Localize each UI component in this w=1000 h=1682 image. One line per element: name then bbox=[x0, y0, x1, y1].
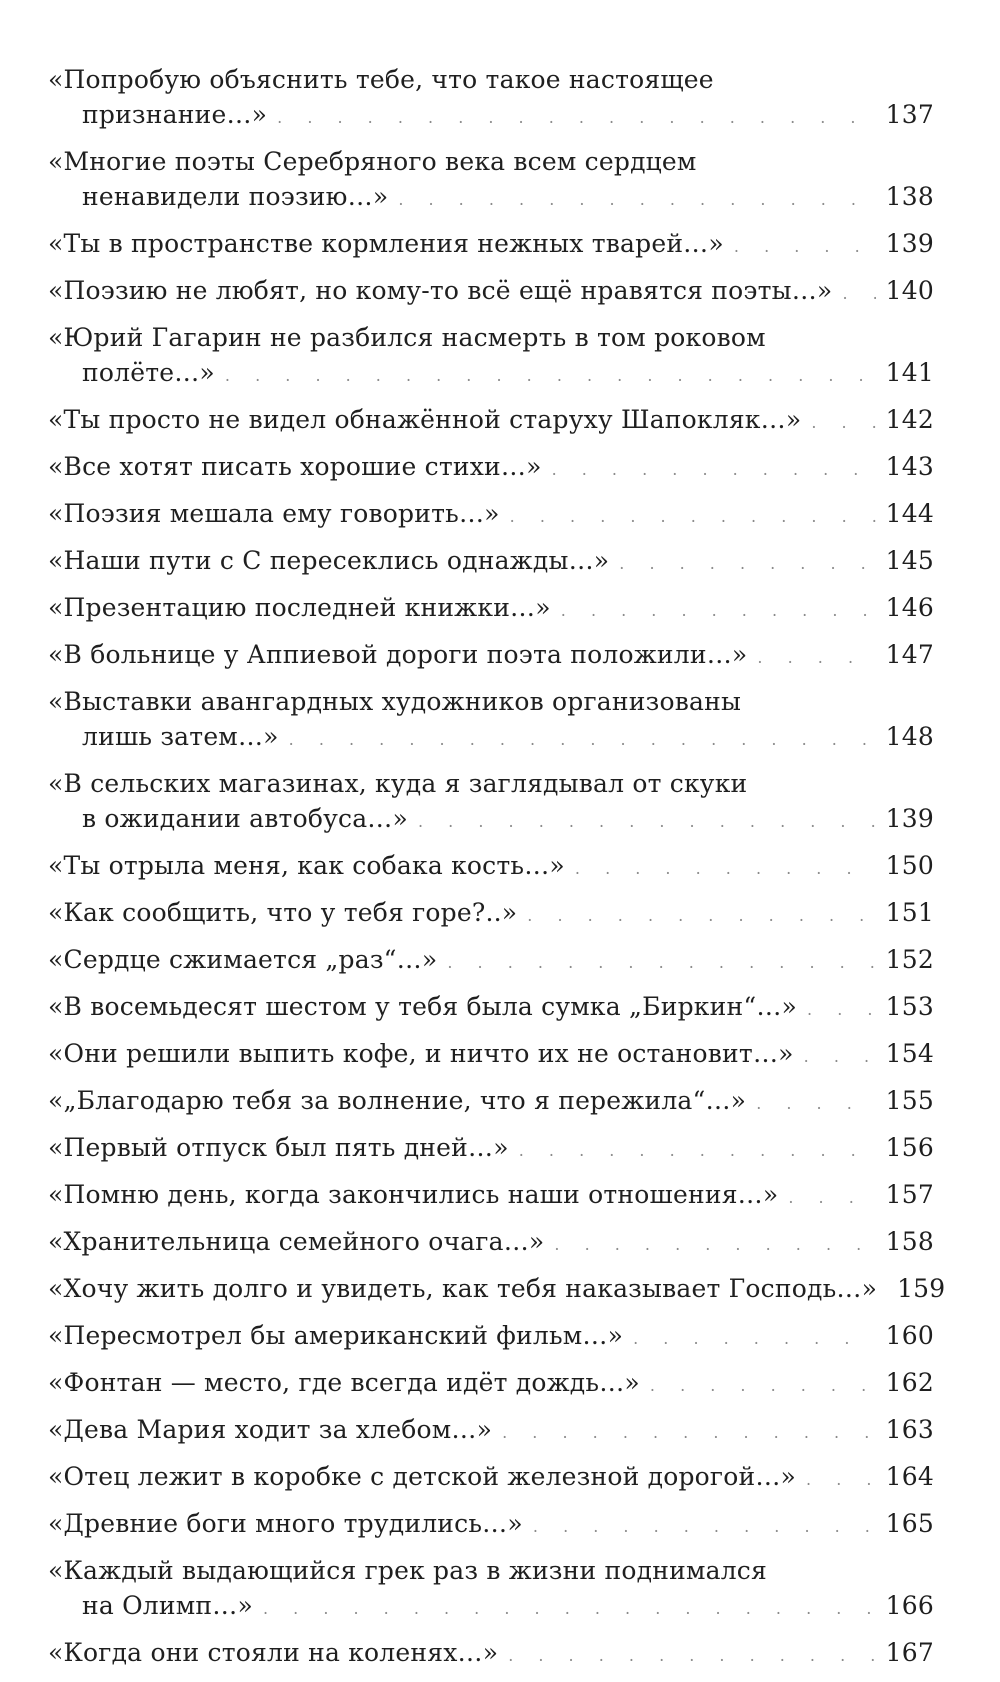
toc-entry-row bbox=[48, 719, 934, 754]
dot-leader bbox=[757, 640, 875, 675]
dot-leader bbox=[619, 546, 875, 581]
toc-entry-title-line1: «Юрий Гагарин не разбился насмерть в том роковом bbox=[48, 323, 766, 352]
dot-leader bbox=[788, 1180, 875, 1215]
toc-entry-row bbox=[48, 801, 934, 836]
toc-entry bbox=[48, 895, 934, 930]
toc-entry-row bbox=[48, 1130, 934, 1165]
toc-entry-title: «Хочу жить долго и увидеть, как тебя наказывает Господь…» bbox=[48, 1274, 878, 1303]
toc-entry bbox=[48, 320, 934, 390]
dot-leader bbox=[289, 722, 876, 757]
toc-entry-page-number: 141 bbox=[885, 358, 934, 387]
dot-leader bbox=[734, 229, 876, 264]
toc-entry bbox=[48, 766, 934, 836]
toc-entry-row bbox=[48, 449, 934, 484]
toc-entry-title: «Первый отпуск был пять дней…» bbox=[48, 1133, 509, 1162]
dot-leader bbox=[561, 593, 876, 628]
toc-entry-page-number: 160 bbox=[885, 1321, 934, 1350]
toc-entry bbox=[48, 637, 934, 672]
toc-entry bbox=[48, 1224, 934, 1259]
toc-entry-page-number: 167 bbox=[885, 1638, 934, 1667]
dot-leader bbox=[554, 1227, 875, 1262]
toc-entry bbox=[48, 1459, 934, 1494]
toc-entry-title: «Как сообщить, что у тебя горе?..» bbox=[48, 898, 518, 927]
dot-leader bbox=[756, 1086, 875, 1121]
dot-leader bbox=[510, 499, 876, 534]
toc-entry-page-number: 148 bbox=[885, 722, 934, 751]
toc-entry bbox=[48, 402, 934, 437]
toc-entry-row bbox=[48, 637, 934, 672]
toc-entry-row bbox=[48, 226, 934, 261]
toc-entry-title: «Хранительница семейного очага…» bbox=[48, 1227, 545, 1256]
toc-entry-page-number: 154 bbox=[885, 1039, 934, 1068]
toc-entry-row bbox=[48, 1271, 946, 1306]
toc-entry-page-number: 151 bbox=[885, 898, 934, 927]
toc-entry bbox=[48, 1036, 934, 1071]
toc-entry-page-number: 150 bbox=[885, 851, 934, 880]
dot-leader bbox=[502, 1415, 876, 1450]
toc-entry-row bbox=[48, 179, 934, 214]
toc-entry-page-number: 163 bbox=[885, 1415, 934, 1444]
toc-entry-page-number: 159 bbox=[897, 1274, 946, 1303]
toc-entry-title: полёте…» bbox=[82, 358, 215, 387]
dot-leader bbox=[277, 100, 876, 135]
toc-entry-title: «Ты отрыла меня, как собака кость…» bbox=[48, 851, 565, 880]
toc-entry-title-line1: «Многие поэты Серебряного века всем сердцем bbox=[48, 147, 697, 176]
toc-entry-title: ненавидели поэзию…» bbox=[82, 182, 389, 211]
toc-entry-title: «Помню день, когда закончились наши отношения…» bbox=[48, 1180, 779, 1209]
toc-entry-title: «Когда они стояли на коленях…» bbox=[48, 1638, 499, 1667]
toc-entry-page-number: 162 bbox=[885, 1368, 934, 1397]
toc-entry-row bbox=[48, 1506, 934, 1541]
toc-entry-title: «Сердце сжимается „раз“…» bbox=[48, 945, 438, 974]
toc-entry-row bbox=[48, 848, 934, 883]
dot-leader bbox=[842, 276, 875, 311]
toc-entry-row bbox=[48, 1588, 934, 1623]
toc-entry-page-number: 145 bbox=[885, 546, 934, 575]
toc-entry-title-line1: «Попробую объяснить тебе, что такое настоящее bbox=[48, 65, 714, 94]
dot-leader bbox=[263, 1591, 876, 1626]
toc-entry-page-number: 147 bbox=[885, 640, 934, 669]
dot-leader bbox=[447, 945, 875, 980]
dot-leader bbox=[519, 1133, 876, 1168]
dot-leader bbox=[527, 898, 875, 933]
toc-entry-page-number: 166 bbox=[885, 1591, 934, 1620]
dot-leader bbox=[804, 1039, 876, 1074]
toc-entry-title: «Дева Мария ходит за хлебом…» bbox=[48, 1415, 493, 1444]
toc-entry-row bbox=[48, 989, 934, 1024]
toc-entry-row bbox=[48, 1177, 934, 1212]
toc-entry-title: «Пересмотрел бы американский фильм…» bbox=[48, 1321, 624, 1350]
toc-entry-title: «Ты просто не видел обнажённой старуху Шапокляк…» bbox=[48, 405, 802, 434]
toc-entry-page-number: 152 bbox=[885, 945, 934, 974]
toc-entry-page-number: 165 bbox=[885, 1509, 934, 1538]
toc-entry-title: признание…» bbox=[82, 100, 268, 129]
toc-entry-row bbox=[48, 1036, 934, 1071]
dot-leader bbox=[508, 1638, 875, 1673]
toc-entry-page-number: 157 bbox=[885, 1180, 934, 1209]
toc-entry-title: «Ты в пространстве кормления нежных тварей…» bbox=[48, 229, 724, 258]
toc-entry-page-number: 153 bbox=[885, 992, 934, 1021]
dot-leader bbox=[398, 182, 875, 217]
toc-entry-title: «„Благодарю тебя за волнение, что я пережила“…» bbox=[48, 1086, 747, 1115]
toc-entry bbox=[48, 496, 934, 531]
toc-entry-row bbox=[48, 590, 934, 625]
toc-entry-title: «Поэзия мешала ему говорить…» bbox=[48, 499, 500, 528]
toc-entry-title: в ожидании автобуса…» bbox=[82, 804, 408, 833]
toc-entry bbox=[48, 942, 934, 977]
toc-entry-page-number: 138 bbox=[885, 182, 934, 211]
toc-entry-row bbox=[48, 496, 934, 531]
toc-entry-title: «В больнице у Аппиевой дороги поэта положили…» bbox=[48, 640, 748, 669]
toc-entry-page-number: 164 bbox=[885, 1462, 934, 1491]
toc-entry-row bbox=[48, 895, 934, 930]
toc-entry-page-number: 155 bbox=[885, 1086, 934, 1115]
toc-entry-title-line1: «Каждый выдающийся грек раз в жизни поднимался bbox=[48, 1556, 767, 1585]
toc-entry-row bbox=[48, 402, 934, 437]
toc-entry bbox=[48, 273, 934, 308]
toc-entry-row bbox=[48, 273, 934, 308]
toc-entry-page-number: 144 bbox=[885, 499, 934, 528]
toc-entry bbox=[48, 1506, 934, 1541]
toc-entry-page-number: 139 bbox=[885, 229, 934, 258]
toc-entry-row bbox=[48, 1224, 934, 1259]
toc-entry bbox=[48, 1130, 934, 1165]
toc-entry-page-number: 139 bbox=[885, 804, 934, 833]
toc-entry-page-number: 140 bbox=[885, 276, 934, 305]
dot-leader bbox=[807, 992, 876, 1027]
toc-entry-title-line1: «В сельских магазинах, куда я заглядывал от скуки bbox=[48, 769, 748, 798]
toc-entry bbox=[48, 144, 934, 214]
dot-leader bbox=[225, 358, 876, 393]
toc-entry bbox=[48, 1553, 934, 1623]
toc-entry-title: «Отец лежит в коробке с детской железной дорогой…» bbox=[48, 1462, 797, 1491]
toc-entry-title-line1: «Выставки авангардных художников организованы bbox=[48, 687, 742, 716]
toc-entry-title: «Наши пути с С пересеклись однажды…» bbox=[48, 546, 610, 575]
toc-entry-title: «Все хотят писать хорошие стихи…» bbox=[48, 452, 542, 481]
toc-entry-row bbox=[48, 1459, 934, 1494]
toc-entry bbox=[48, 1177, 934, 1212]
toc-entry bbox=[48, 848, 934, 883]
toc-entry bbox=[48, 1365, 934, 1400]
toc-entry bbox=[48, 449, 934, 484]
toc-entry bbox=[48, 226, 934, 261]
toc-entry-title: на Олимп…» bbox=[82, 1591, 253, 1620]
toc-entry bbox=[48, 1318, 934, 1353]
dot-leader bbox=[418, 804, 876, 839]
toc-entry-row bbox=[48, 1365, 934, 1400]
dot-leader bbox=[533, 1509, 876, 1544]
toc-entry-title: «Древние боги много трудились…» bbox=[48, 1509, 523, 1538]
dot-leader bbox=[650, 1368, 876, 1403]
dot-leader bbox=[575, 851, 876, 886]
toc-entry bbox=[48, 1635, 934, 1670]
toc-entry-page-number: 143 bbox=[885, 452, 934, 481]
toc-entry-title: «Фонтан — место, где всегда идёт дождь…» bbox=[48, 1368, 640, 1397]
toc-entry-row bbox=[48, 355, 934, 390]
toc-entry-row bbox=[48, 1635, 934, 1670]
toc-entry bbox=[48, 1412, 934, 1447]
toc-entry-row bbox=[48, 1318, 934, 1353]
toc-entry-title: «Они решили выпить кофе, и ничто их не остановит…» bbox=[48, 1039, 794, 1068]
toc-entry-page-number: 156 bbox=[885, 1133, 934, 1162]
toc-entry-page-number: 142 bbox=[885, 405, 934, 434]
dot-leader bbox=[552, 452, 876, 487]
toc-entry-title: «Презентацию последней книжки…» bbox=[48, 593, 551, 622]
toc-entry-page-number: 146 bbox=[885, 593, 934, 622]
dot-leader bbox=[811, 405, 875, 440]
toc-entry-title: лишь затем…» bbox=[82, 722, 279, 751]
toc-entry-title: «Поэзию не любят, но кому-то всё ещё нравятся поэты…» bbox=[48, 276, 833, 305]
toc-entry bbox=[48, 543, 934, 578]
table-of-contents bbox=[48, 62, 946, 1682]
toc-entry-page-number: 137 bbox=[885, 100, 934, 129]
dot-leader bbox=[633, 1321, 876, 1356]
toc-entry-row bbox=[48, 543, 934, 578]
toc-entry-row bbox=[48, 1412, 934, 1447]
dot-leader bbox=[806, 1462, 876, 1497]
toc-entry-page-number: 158 bbox=[885, 1227, 934, 1256]
toc-entry bbox=[48, 1083, 934, 1118]
toc-entry-row bbox=[48, 942, 934, 977]
toc-entry bbox=[48, 62, 934, 132]
toc-entry bbox=[48, 1271, 946, 1306]
toc-entry bbox=[48, 989, 934, 1024]
toc-entry-row bbox=[48, 97, 934, 132]
toc-entry bbox=[48, 590, 934, 625]
toc-entry bbox=[48, 684, 934, 754]
toc-entry-row bbox=[48, 1083, 934, 1118]
toc-entry-title: «В восемьдесят шестом у тебя была сумка „Биркин“…» bbox=[48, 992, 798, 1021]
